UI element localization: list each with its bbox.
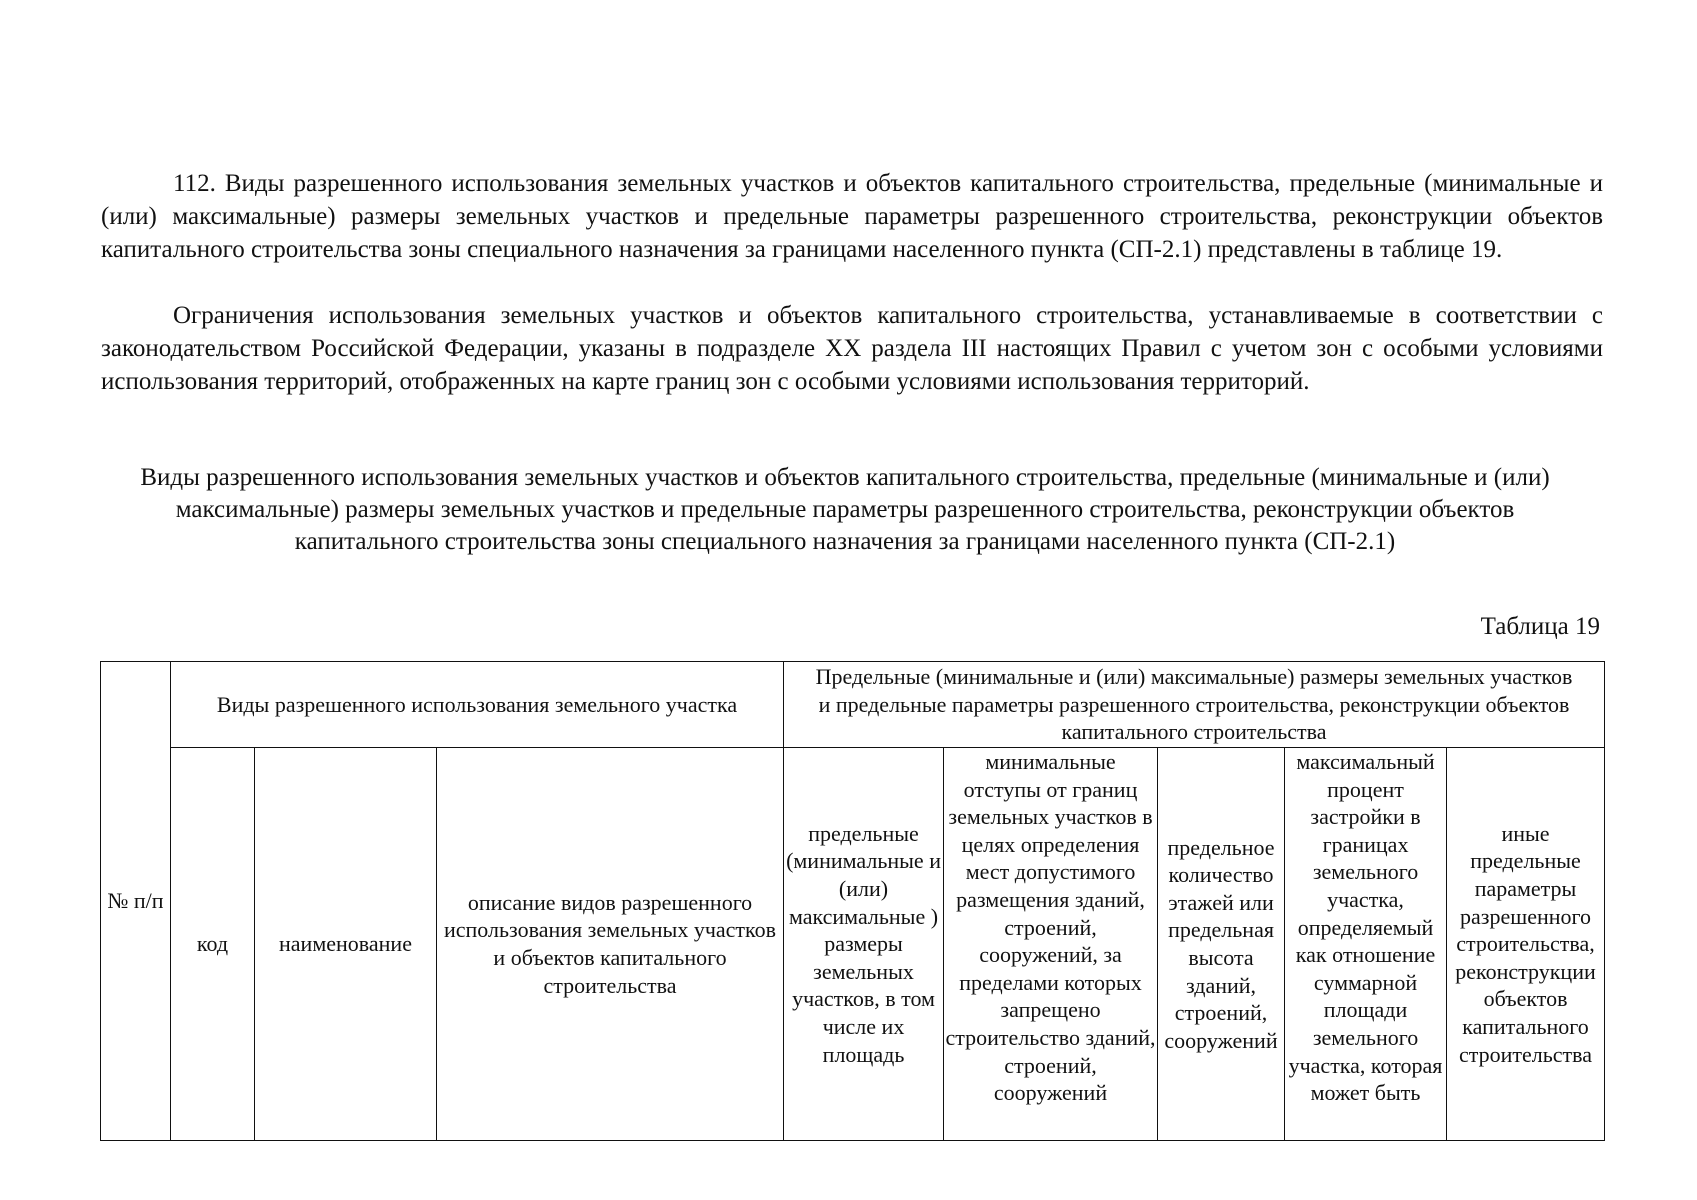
header-plot-size: предельные (минимальные и (или) максимальные ) размеры земельных участков, в том числе их площадь — [784, 748, 944, 1141]
header-code: код — [171, 748, 255, 1141]
header-number: № п/п — [101, 662, 171, 1141]
header-group-limits: Предельные (минимальные и (или) максимальные) размеры земельных участков и предельные параметры разрешенного строительства, реконструкции объектов капитального строительства — [784, 662, 1605, 748]
header-coverage: максимальный процент застройки в границах земельного участка, определяемый как отношение суммарной площади земельного участка, которая может быть — [1285, 748, 1447, 1141]
header-name: наименование — [255, 748, 437, 1141]
header-other: иные предельные параметры разрешенного строительства, реконструкции объектов капитального строительства — [1447, 748, 1605, 1141]
header-description: описание видов разрешенного использования земельных участков и объектов капитального строительства — [437, 748, 784, 1141]
table-header-row-1 — [101, 662, 1605, 748]
table-caption: Виды разрешенного использования земельных участков и объектов капитального строительства, предельные (минимальные и (или) максимальные) размеры земельных участков и предельные параметры разрешенного строительства, реконструкции объектов капитального строительства зоны специального назначения за границами населенного пункта (СП-2.1) — [140, 464, 1550, 555]
table-label: Таблица 19 — [1480, 613, 1600, 640]
restrictions-paragraph: Ограничения использования земельных участков и объектов капитального строительства, устанавливаемые в соответствии с законодательством Российской Федерации, указаны в подразделе XX раздела III настоящих Правил с учетом зон с особыми условиями использования территорий, отображенных на карте границ зон с особыми условиями использования территорий. — [101, 302, 1603, 395]
table-header-row-2 — [101, 748, 1605, 1141]
header-setbacks: минимальные отступы от границ земельных участков в целях определения мест допустимого размещения зданий, строений, сооружений, за пределами которых запрещено строительство зданий, строений, сооружений — [944, 748, 1158, 1141]
intro-paragraph: 112. Виды разрешенного использования земельных участков и объектов капитального строительства, предельные (минимальные и (или) максимальные) размеры земельных участков и предельные параметры разрешенного строительства, реконструкции объектов капитального строительства зоны специального назначения за границами населенного пункта (СП-2.1) представлены в таблице 19. — [101, 170, 1603, 263]
permitted-use-table — [100, 661, 1605, 1141]
header-floors: предельное количество этажей или предельная высота зданий, строений, сооружений — [1158, 748, 1285, 1141]
header-group-use-types: Виды разрешенного использования земельного участка — [171, 662, 784, 748]
